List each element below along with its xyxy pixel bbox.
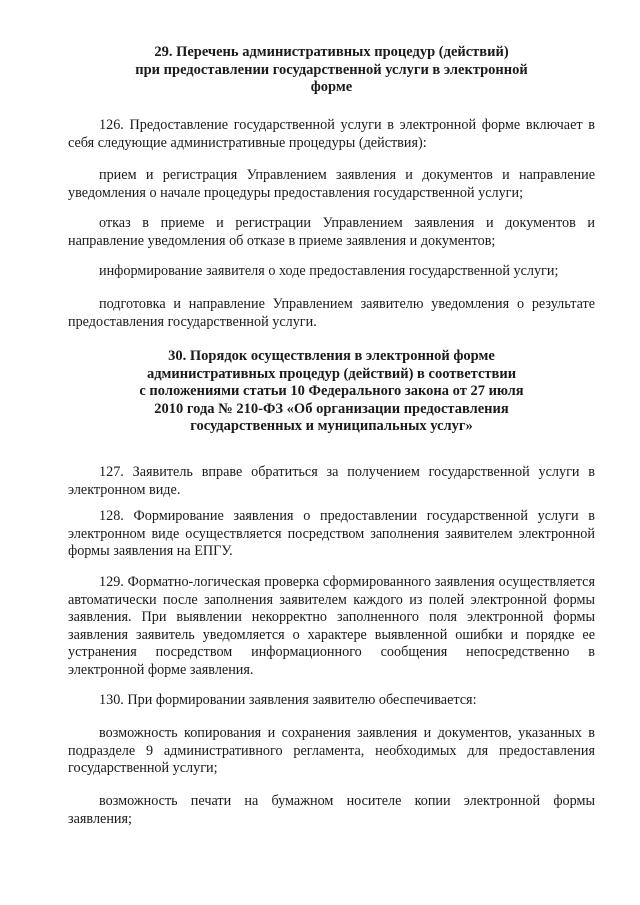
section-30-heading-line: 2010 года № 210-ФЗ «Об организации предоставления xyxy=(154,400,509,417)
paragraph-item-printing: возможность печати на бумажном носителе копии электронной формы заявления; xyxy=(68,793,595,827)
section-30-heading xyxy=(68,348,595,436)
section-30-heading-line: 30. Порядок осуществления в электронной форме xyxy=(168,348,495,364)
section-30-heading-line: с положениями статьи 10 Федерального закона от 27 июля xyxy=(139,383,524,399)
section-29-heading-line: форме xyxy=(310,79,353,95)
paragraph-129: 129. Форматно-логическая проверка сформированного заявления осуществляется автоматически после заполнения заявителем каждого из полей электронной формы заявления. При выявлении некорректно заполненного поля электронной формы заявления заявитель уведомляется о характере выявленной ошибки и порядке ее устранения посредством информационного сообщения непосредственно в электронной форме заявления. xyxy=(68,574,595,678)
paragraph-item-informing: информирование заявителя о ходе предоставления государственной услуги; xyxy=(99,263,559,279)
paragraph-item-refusal: отказ в приеме и регистрации Управлением заявления и документов и направление уведомления об отказе в приеме заявления и документов; xyxy=(68,215,595,249)
section-30-heading-line: государственных и муниципальных услуг» xyxy=(190,418,473,434)
section-29-heading-line: 29. Перечень административных процедур (действий) xyxy=(154,44,509,60)
paragraph-128: 128. Формирование заявления о предоставлении государственной услуги в электронном виде осуществляется посредством заполнения заявителем электронной формы заявления на ЕПГУ. xyxy=(68,508,595,559)
paragraph-item-notification: подготовка и направление Управлением заявителю уведомления о результате предоставления государственной услуги. xyxy=(68,296,595,330)
paragraph-126: 126. Предоставление государственной услуги в электронной форме включает в себя следующие административные процедуры (действия): xyxy=(68,117,595,151)
paragraph-item-copying: возможность копирования и сохранения заявления и документов, указанных в подразделе 9 административного регламента, необходимых для предоставления государственной услуги; xyxy=(68,725,595,776)
paragraph-127: 127. Заявитель вправе обратиться за получением государственной услуги в электронном виде. xyxy=(68,464,595,498)
section-29-heading xyxy=(68,44,595,97)
paragraph-130: 130. При формировании заявления заявителю обеспечивается: xyxy=(99,692,477,708)
section-29-heading-line: при предоставлении государственной услуги в электронной xyxy=(135,61,528,78)
section-30-heading-line: административных процедур (действий) в соответствии xyxy=(146,365,517,382)
paragraph-item-reception: прием и регистрация Управлением заявления и документов и направление уведомления о начале процедуры предоставления государственной услуги; xyxy=(68,167,595,201)
